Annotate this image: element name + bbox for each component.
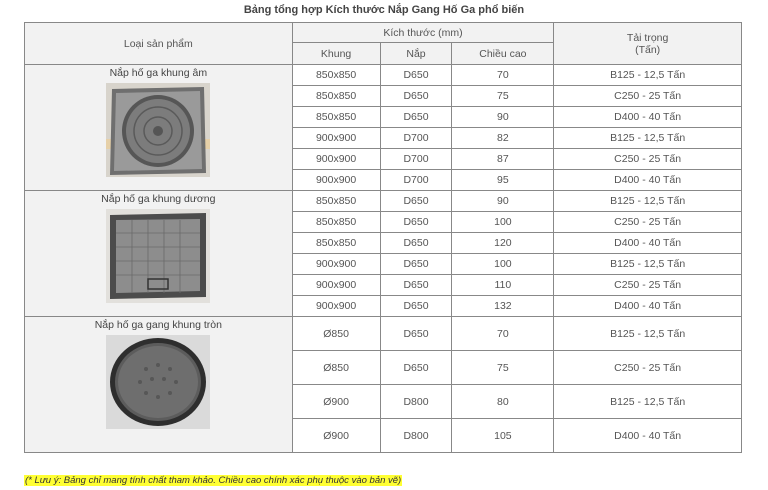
height-cell: 132 <box>452 296 554 317</box>
load-cell: B125 - 12,5 Tấn <box>554 254 742 275</box>
cover-size-cell: D650 <box>380 191 452 212</box>
frame-size-cell: 900x900 <box>292 254 380 275</box>
cover-size-cell: D700 <box>380 128 452 149</box>
frame-size-cell: 850x850 <box>292 212 380 233</box>
frame-size-cell: 850x850 <box>292 233 380 254</box>
frame-size-cell: 850x850 <box>292 191 380 212</box>
frame-size-cell: Ø900 <box>292 385 380 419</box>
height-cell: 110 <box>452 275 554 296</box>
product-group-cell <box>25 317 293 453</box>
load-cell: B125 - 12,5 Tấn <box>554 191 742 212</box>
height-cell: 75 <box>452 86 554 107</box>
size-header: Kích thước (mm) <box>292 23 554 43</box>
table-row <box>25 191 742 212</box>
table-body <box>25 65 742 453</box>
product-type-header: Loại sản phẩm <box>25 23 293 65</box>
load-header-line2: (Tấn) <box>635 43 661 56</box>
frame-size-cell: 900x900 <box>292 170 380 191</box>
load-cell: C250 - 25 Tấn <box>554 275 742 296</box>
cover-size-cell: D650 <box>380 296 452 317</box>
load-cell: B125 - 12,5 Tấn <box>554 128 742 149</box>
cover-size-cell: D800 <box>380 419 452 453</box>
height-cell: 80 <box>452 385 554 419</box>
table-row <box>25 317 742 351</box>
load-cell: B125 - 12,5 Tấn <box>554 317 742 351</box>
frame-size-cell: Ø850 <box>292 351 380 385</box>
product-image <box>106 335 210 429</box>
height-header: Chiều cao <box>452 43 554 65</box>
load-cell: D400 - 40 Tấn <box>554 233 742 254</box>
cover-size-cell: D800 <box>380 385 452 419</box>
cover-size-cell: D650 <box>380 86 452 107</box>
product-group-name: Nắp hố ga khung âm <box>109 67 208 79</box>
page-title: Bảng tổng hợp Kích thước Nắp Gang Hố Ga phổ biến <box>243 4 525 16</box>
load-header <box>554 23 742 65</box>
load-cell: D400 - 40 Tấn <box>554 107 742 128</box>
height-cell: 70 <box>452 65 554 86</box>
load-cell: B125 - 12,5 Tấn <box>554 385 742 419</box>
height-cell: 95 <box>452 170 554 191</box>
height-cell: 90 <box>452 107 554 128</box>
frame-size-cell: Ø900 <box>292 419 380 453</box>
footnote <box>24 475 402 486</box>
height-cell: 82 <box>452 128 554 149</box>
height-cell: 100 <box>452 212 554 233</box>
load-cell: D400 - 40 Tấn <box>554 419 742 453</box>
khung-header: Khung <box>292 43 380 65</box>
product-group-name: Nắp hố ga gang khung tròn <box>94 319 222 331</box>
load-header-line1: Tải trọng <box>626 31 669 44</box>
product-image <box>106 209 210 303</box>
cover-size-cell: D650 <box>380 212 452 233</box>
cover-size-cell: D650 <box>380 107 452 128</box>
table-row <box>25 65 742 86</box>
frame-size-cell: Ø850 <box>292 317 380 351</box>
height-cell: 87 <box>452 149 554 170</box>
load-cell: D400 - 40 Tấn <box>554 296 742 317</box>
frame-size-cell: 850x850 <box>292 65 380 86</box>
product-image <box>106 83 210 177</box>
height-cell: 75 <box>452 351 554 385</box>
frame-size-cell: 850x850 <box>292 107 380 128</box>
cover-size-cell: D650 <box>380 351 452 385</box>
cover-size-cell: D700 <box>380 149 452 170</box>
nap-header: Nắp <box>380 43 452 65</box>
height-cell: 100 <box>452 254 554 275</box>
cover-size-cell: D650 <box>380 275 452 296</box>
cover-size-cell: D650 <box>380 233 452 254</box>
cover-size-cell: D650 <box>380 254 452 275</box>
frame-size-cell: 900x900 <box>292 149 380 170</box>
frame-size-cell: 900x900 <box>292 275 380 296</box>
product-group-name: Nắp hố ga khung dương <box>101 193 216 205</box>
load-cell: C250 - 25 Tấn <box>554 86 742 107</box>
load-cell: C250 - 25 Tấn <box>554 149 742 170</box>
frame-size-cell: 850x850 <box>292 86 380 107</box>
cover-size-cell: D650 <box>380 317 452 351</box>
load-cell: D400 - 40 Tấn <box>554 170 742 191</box>
height-cell: 120 <box>452 233 554 254</box>
height-cell: 70 <box>452 317 554 351</box>
frame-size-cell: 900x900 <box>292 296 380 317</box>
cover-size-cell: D650 <box>380 65 452 86</box>
height-cell: 90 <box>452 191 554 212</box>
footnote-text: (* Lưu ý: Bảng chỉ mang tính chất tham khảo. Chiều cao chính xác phụ thuộc vào bản vẽ) <box>25 475 402 486</box>
size-table <box>24 22 742 453</box>
load-cell: B125 - 12,5 Tấn <box>554 65 742 86</box>
product-group-cell <box>25 191 293 317</box>
load-cell: C250 - 25 Tấn <box>554 212 742 233</box>
frame-size-cell: 900x900 <box>292 128 380 149</box>
height-cell: 105 <box>452 419 554 453</box>
product-group-cell <box>25 65 293 191</box>
cover-size-cell: D700 <box>380 170 452 191</box>
load-cell: C250 - 25 Tấn <box>554 351 742 385</box>
